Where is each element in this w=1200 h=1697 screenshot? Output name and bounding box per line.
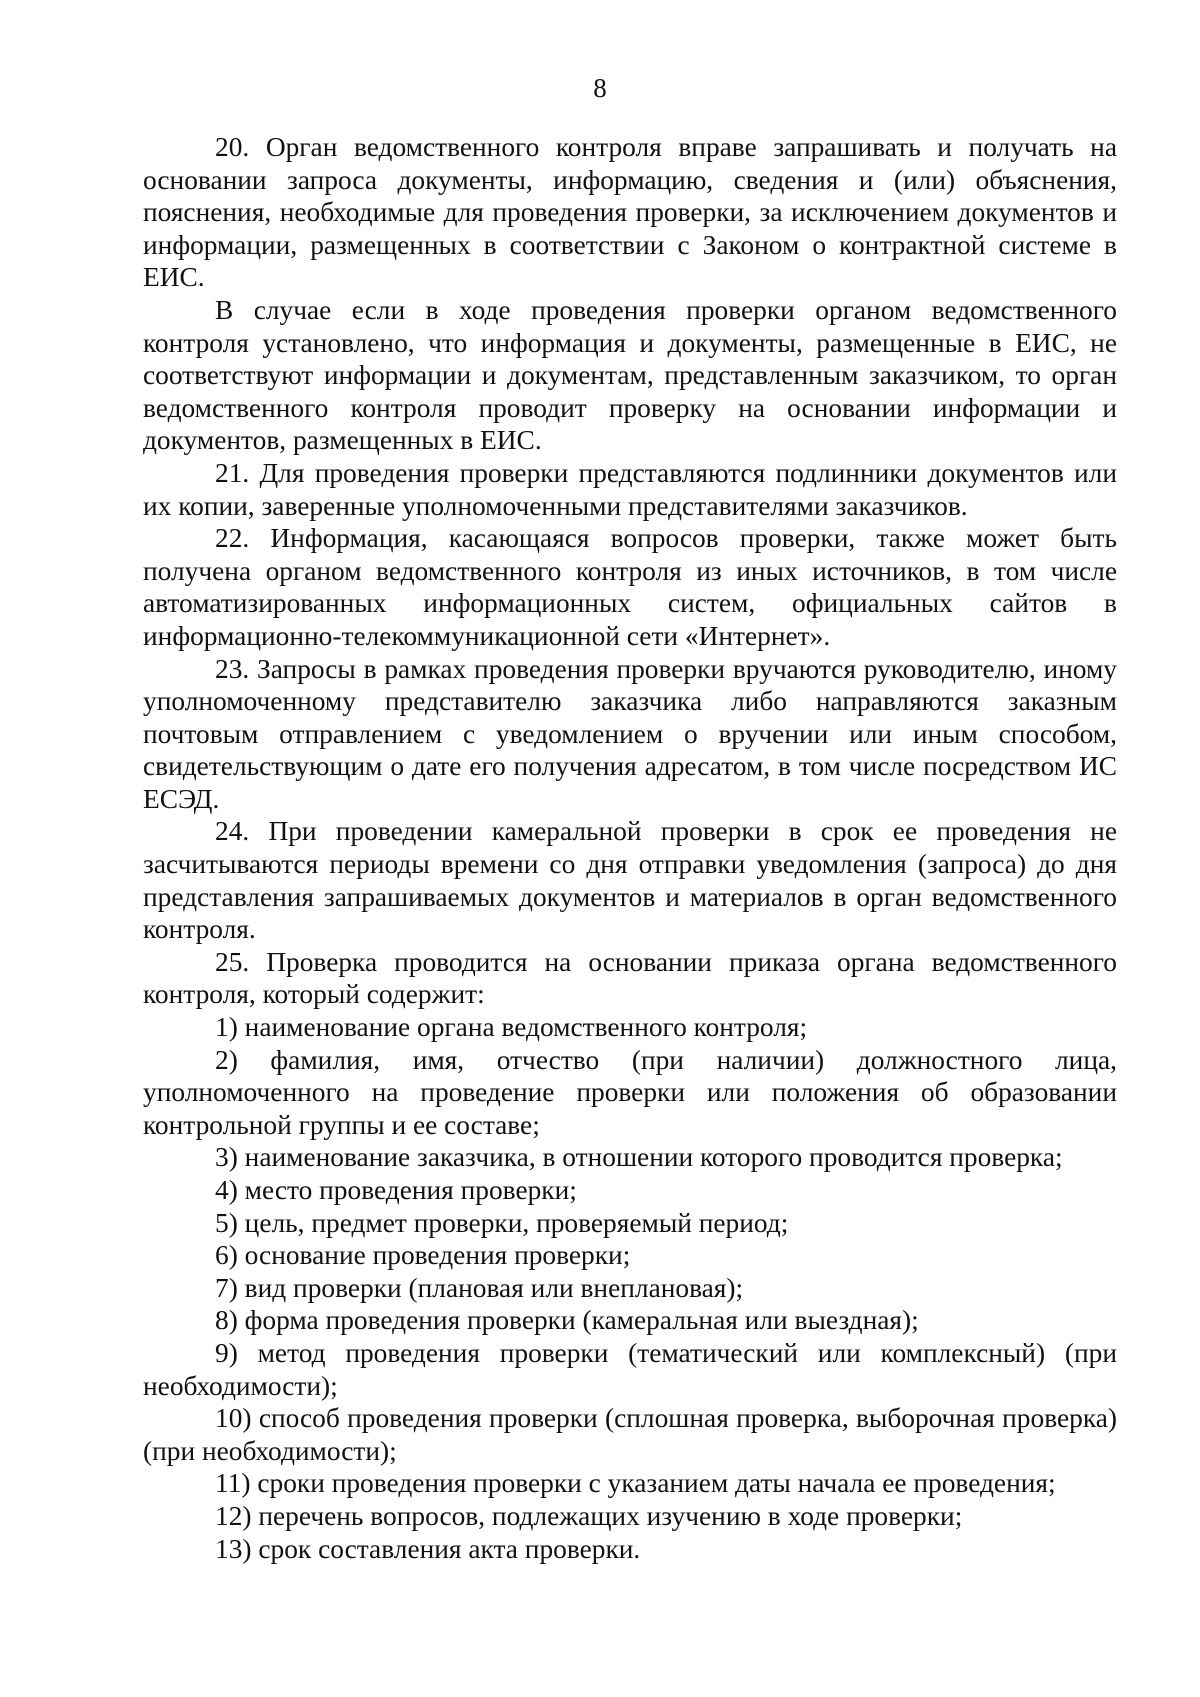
- paragraph-22: 22. Информация, касающаяся вопросов проверки, также может быть получена органом ведомственного контроля из иных источников, в том числе автоматизированных информационных систем, официальных сайтов в информационно-телекоммуникационной сети «Интернет».: [143, 523, 1117, 651]
- list-item-4: 4) место проведения проверки;: [215, 1175, 577, 1205]
- paragraph-25: 25. Проверка проводится на основании приказа органа ведомственного контроля, который содержит:: [143, 946, 1117, 1010]
- list-item-10: 10) способ проведения проверки (сплошная проверка, выборочная проверка) (при необходимости);: [143, 1403, 1117, 1466]
- paragraph-21: 21. Для проведения проверки представляются подлинники документов или их копии, заверенные уполномоченными представителями заказчиков.: [143, 457, 1117, 521]
- list-item-13: 13) срок составления акта проверки.: [215, 1533, 641, 1564]
- paragraph-23: 23. Запросы в рамках проведения проверки вручаются руководителю, иному уполномоченному представителю заказчика либо направляются заказным почтовым отправлением с уведомлением о вручении или иным способом, свидетельствующим о дате его получения адресатом, в том числе посредством ИС ЕСЭД.: [143, 653, 1117, 814]
- list-item-12: 12) перечень вопросов, подлежащих изучению в ходе проверки;: [215, 1500, 963, 1531]
- list-item-1: 1) наименование органа ведомственного контроля;: [215, 1012, 808, 1043]
- list-item-8: 8) форма проведения проверки (камеральная или выездная);: [215, 1305, 919, 1336]
- paragraph-20: 20. Орган ведомственного контроля вправе запрашивать и получать на основании запроса документы, информацию, сведения и (или) объяснения, пояснения, необходимые для проведения проверки, за исключением документов и информации, размещенных в соответствии с Законом о контрактной системе в ЕИС.: [143, 132, 1117, 293]
- paragraph-24: 24. При проведении камеральной проверки в срок ее проведения не засчитываются периоды времени со дня отправки уведомления (запроса) до дня представления запрашиваемых документов и материалов в орган ведомственного контроля.: [143, 816, 1117, 945]
- list-item-5: 5) цель, предмет проверки, проверяемый период;: [215, 1207, 789, 1238]
- page-number: 8: [593, 73, 607, 103]
- list-item-3: 3) наименование заказчика, в отношении которого проводится проверка;: [215, 1142, 1063, 1173]
- paragraph-20-continued: В случае если в ходе проведения проверки органом ведомственного контроля установлено, что информация и документы, размещенные в ЕИС, не соответствуют информации и документам, представленным заказчиком, то орган ведомственного контроля проводит проверку на основании информации и документов, размещенных в ЕИС.: [143, 294, 1117, 456]
- list-item-6: 6) основание проведения проверки;: [215, 1240, 631, 1271]
- list-item-9: 9) метод проведения проверки (тематический или комплексный) (при необходимости);: [143, 1337, 1117, 1401]
- document-body: [143, 131, 1117, 1565]
- list-item-11: 11) сроки проведения проверки с указанием даты начала ее проведения;: [215, 1468, 1056, 1499]
- list-item-7: 7) вид проверки (плановая или внеплановая);: [215, 1272, 744, 1303]
- list-item-2: 2) фамилия, имя, отчество (при наличии) должностного лица, уполномоченного на проведение проверки или положения об образовании контрольной группы и ее составе;: [143, 1044, 1117, 1140]
